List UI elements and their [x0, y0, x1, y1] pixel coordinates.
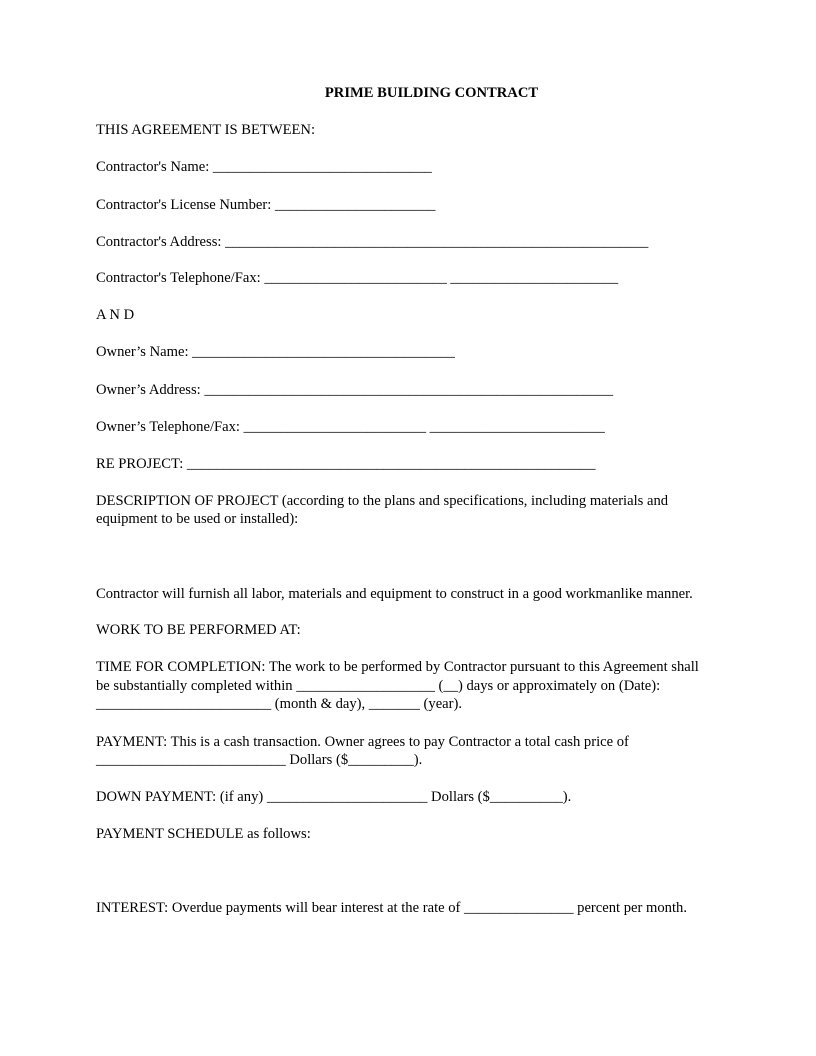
description-line-2: equipment to be used or installed): [96, 511, 299, 527]
owner-phone-field: Owner’s Telephone/Fax: _________________________ ________________________ [96, 419, 605, 435]
contractor-name-field: Contractor's Name: ______________________________ [96, 159, 432, 175]
payment-line-2: __________________________ Dollars ($_________). [96, 752, 423, 768]
contractor-phone-field: Contractor's Telephone/Fax: _________________________ _______________________ [96, 270, 619, 286]
interest-clause: INTEREST: Overdue payments will bear interest at the rate of _______________ percent per month. [96, 900, 687, 916]
owner-name-field: Owner’s Name: ____________________________________ [96, 344, 455, 360]
work-location-heading: WORK TO BE PERFORMED AT: [96, 622, 301, 638]
furnish-statement: Contractor will furnish all labor, materials and equipment to construct in a good workmanlike manner. [96, 586, 693, 602]
time-completion-line-1: TIME FOR COMPLETION: The work to be performed by Contractor pursuant to this Agreement shall [96, 659, 699, 675]
down-payment-field: DOWN PAYMENT: (if any) ______________________ Dollars ($__________). [96, 789, 572, 805]
payment-line-1: PAYMENT: This is a cash transaction. Owner agrees to pay Contractor a total cash price of [96, 734, 629, 750]
contractor-address-field: Contractor's Address: __________________________________________________________ [96, 234, 649, 250]
document-title: PRIME BUILDING CONTRACT [324, 85, 539, 101]
time-completion-line-2: be substantially completed within ___________________ (__) days or approximately on (Date): [96, 678, 661, 694]
agreement-intro: THIS AGREEMENT IS BETWEEN: [96, 122, 316, 138]
payment-schedule-heading: PAYMENT SCHEDULE as follows: [96, 826, 311, 842]
description-line-1: DESCRIPTION OF PROJECT (according to the plans and specifications, including materials and [96, 493, 669, 509]
re-project-field: RE PROJECT: ________________________________________________________ [96, 456, 596, 472]
and-separator: A N D [96, 307, 135, 323]
contractor-license-field: Contractor's License Number: ______________________ [96, 197, 436, 213]
time-completion-line-3: ________________________ (month & day), _______ (year). [96, 696, 463, 712]
owner-address-field: Owner’s Address: ________________________________________________________ [96, 382, 613, 398]
